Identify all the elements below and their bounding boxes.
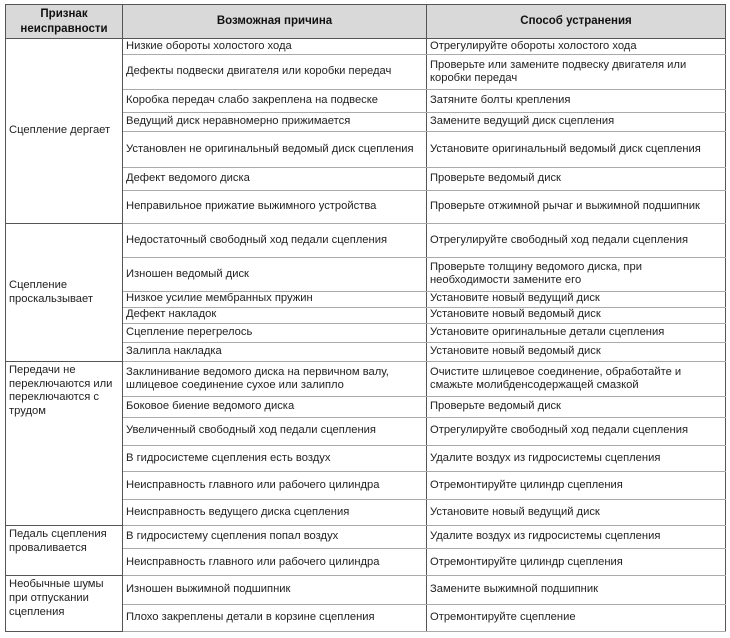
table-row [6,525,726,549]
header-fix: Способ устранения [427,5,726,39]
header-symptom: Признак неисправности [6,5,123,39]
cause-cell: В гидросистему сцепления попал воздух [123,525,427,549]
fix-cell: Отрегулируйте свободный ход педали сцепления [427,417,726,445]
table-header [6,5,726,39]
fix-cell: Проверьте отжимной рычаг и выжимной подшипник [427,190,726,223]
symptom-cell: Педаль сцепления проваливается [6,525,123,575]
cause-cell: Дефекты подвески двигателя или коробки передач [123,55,427,90]
table-body [6,39,726,632]
cause-cell: Боковое биение ведомого диска [123,397,427,417]
fix-cell: Отрегулируйте обороты холостого хода [427,39,726,55]
cause-cell: Изношен ведомый диск [123,258,427,291]
cause-cell: Низкое усилие мембранных пружин [123,291,427,307]
cause-cell: Дефект накладок [123,307,427,323]
cause-cell: Неисправность ведущего диска сцепления [123,500,427,526]
cause-cell: Изношен выжимной подшипник [123,576,427,605]
fix-cell: Отрегулируйте свободный ход педали сцепления [427,224,726,258]
fix-cell: Установите оригинальные детали сцепления [427,323,726,342]
fix-cell: Проверьте ведомый диск [427,168,726,190]
fix-cell: Отремонтируйте цилиндр сцепления [427,549,726,576]
cause-cell: Коробка передач слабо закреплена на подвеске [123,90,427,112]
fix-cell: Проверьте или замените подвеску двигателя или коробки передач [427,55,726,90]
fix-cell: Замените выжимной подшипник [427,576,726,605]
symptom-cell: Передачи не переключаются или переключаются с трудом [6,362,123,526]
cause-cell: Низкие обороты холостого хода [123,39,427,55]
table-row [6,224,726,258]
symptom-cell: Необычные шумы при отпускании сцепления [6,576,123,632]
fix-cell: Отремонтируйте цилиндр сцепления [427,472,726,500]
cause-cell: Неправильное прижатие выжимного устройства [123,190,427,223]
table-row [6,362,726,397]
cause-cell: Дефект ведомого диска [123,168,427,190]
cause-cell: Неисправность главного или рабочего цилиндра [123,472,427,500]
table-row [6,39,726,55]
symptom-cell: Сцепление проскальзывает [6,224,123,362]
table-row [6,576,726,605]
cause-cell: Заклинивание ведомого диска на первичном валу, шлицевое соединение сухое или залипло [123,362,427,397]
header-cause: Возможная причина [123,5,427,39]
cause-cell: В гидросистеме сцепления есть воздух [123,445,427,472]
troubleshooting-table [5,4,726,632]
fix-cell: Удалите воздух из гидросистемы сцепления [427,525,726,549]
fix-cell: Отремонтируйте сцепление [427,605,726,632]
fix-cell: Замените ведущий диск сцепления [427,112,726,131]
cause-cell: Установлен не оригинальный ведомый диск сцепления [123,132,427,168]
fix-cell: Установите новый ведущий диск [427,500,726,526]
fix-cell: Установите оригинальный ведомый диск сцепления [427,132,726,168]
cause-cell: Недостаточный свободный ход педали сцепления [123,224,427,258]
symptom-cell: Сцепление дергает [6,39,123,224]
fix-cell: Очистите шлицевое соединение, обработайте и смажьте молибденсодержащей смазкой [427,362,726,397]
fix-cell: Проверьте ведомый диск [427,397,726,417]
cause-cell: Увеличенный свободный ход педали сцепления [123,417,427,445]
cause-cell: Плохо закреплены детали в корзине сцепления [123,605,427,632]
fix-cell: Затяните болты крепления [427,90,726,112]
cause-cell: Сцепление перегрелось [123,323,427,342]
header-row [6,5,726,39]
cause-cell: Неисправность главного или рабочего цилиндра [123,549,427,576]
cause-cell: Залипла накладка [123,342,427,361]
fix-cell: Установите новый ведущий диск [427,291,726,307]
fix-cell: Установите новый ведомый диск [427,307,726,323]
fix-cell: Проверьте толщину ведомого диска, при необходимости замените его [427,258,726,291]
fix-cell: Установите новый ведомый диск [427,342,726,361]
fix-cell: Удалите воздух из гидросистемы сцепления [427,445,726,472]
cause-cell: Ведущий диск неравномерно прижимается [123,112,427,131]
